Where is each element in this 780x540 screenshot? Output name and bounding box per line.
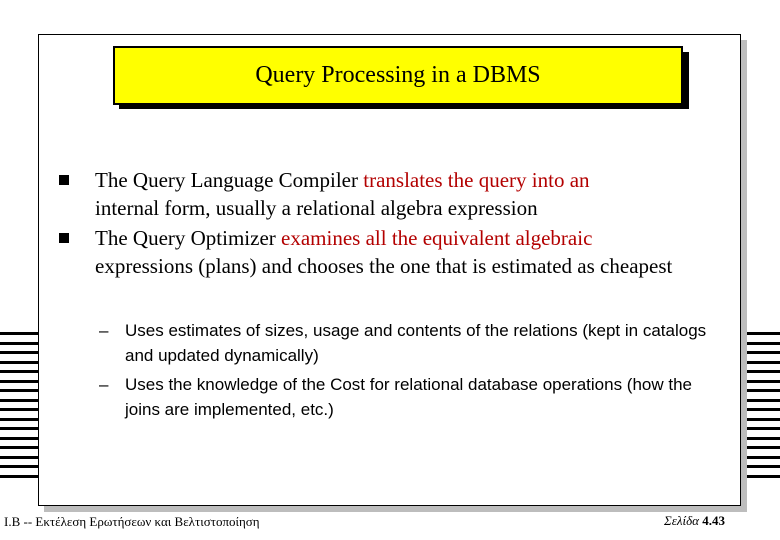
stripe-line <box>0 389 38 392</box>
stripe-line <box>742 427 780 430</box>
sub-bullet-item <box>99 372 729 422</box>
bullet-text: The Query Optimizer <box>95 226 282 250</box>
sub-bullet-item <box>99 318 729 368</box>
bullet-item <box>56 166 696 222</box>
bullet-highlight: examines all the equivalent algebraic <box>281 226 593 250</box>
stripe-line <box>0 370 38 373</box>
page-number: 4.43 <box>702 513 725 528</box>
stripe-line <box>742 351 780 354</box>
sub-bullet-text: Uses the knowledge of the Cost for relational database operations (how the joins are implemented, etc.) <box>125 375 693 419</box>
stripe-line <box>0 427 38 430</box>
stripe-line <box>742 361 780 364</box>
stripe-line <box>0 361 38 364</box>
stripe-line <box>0 332 38 335</box>
stripe-line <box>0 446 38 449</box>
stripe-line <box>742 408 780 411</box>
sub-bullet-text: Uses estimates of sizes, usage and contents of the relations (kept in catalogs and updated dynamically) <box>125 321 707 365</box>
stripe-line <box>742 370 780 373</box>
bullet-list <box>56 166 696 280</box>
dash-bullet: – <box>99 375 109 394</box>
stripe-line <box>742 475 780 478</box>
left-stripe-decoration <box>0 332 38 484</box>
stripe-line <box>0 418 38 421</box>
stripe-line <box>742 380 780 383</box>
bullet-highlight: translates the query into an <box>363 168 590 192</box>
stripe-line <box>0 399 38 402</box>
stripe-line <box>0 408 38 411</box>
stripe-line <box>742 465 780 468</box>
footer-page-number <box>664 513 725 529</box>
stripe-line <box>0 475 38 478</box>
stripe-line <box>0 351 38 354</box>
bullet-item <box>56 224 696 280</box>
stripe-line <box>0 465 38 468</box>
stripe-line <box>0 380 38 383</box>
stripe-line <box>742 446 780 449</box>
stripe-line <box>0 437 38 440</box>
stripe-line <box>742 437 780 440</box>
stripe-line <box>0 456 38 459</box>
stripe-line <box>742 418 780 421</box>
square-bullet-icon <box>59 175 69 185</box>
stripe-line <box>742 332 780 335</box>
dash-bullet: – <box>99 321 109 340</box>
stripe-line <box>742 456 780 459</box>
stripe-line <box>742 389 780 392</box>
stripe-line <box>742 399 780 402</box>
bullet-text-continued: internal form, usually a relational algebra expression <box>95 196 538 220</box>
bullet-text: The Query Language Compiler <box>95 168 364 192</box>
stripe-line <box>0 342 38 345</box>
square-bullet-icon <box>59 233 69 243</box>
sub-bullet-list <box>99 318 729 426</box>
footer-course-title: Ι.Β -- Εκτέλεση Ερωτήσεων και Βελτιστοποίηση <box>4 514 260 529</box>
right-stripe-decoration <box>742 332 780 484</box>
title-box <box>113 46 683 105</box>
bullet-text-continued: expressions (plans) and chooses the one that is estimated as cheapest <box>95 254 673 278</box>
page-label: Σελίδα <box>664 513 699 528</box>
slide-title: Query Processing in a DBMS <box>255 62 541 88</box>
stripe-line <box>742 342 780 345</box>
